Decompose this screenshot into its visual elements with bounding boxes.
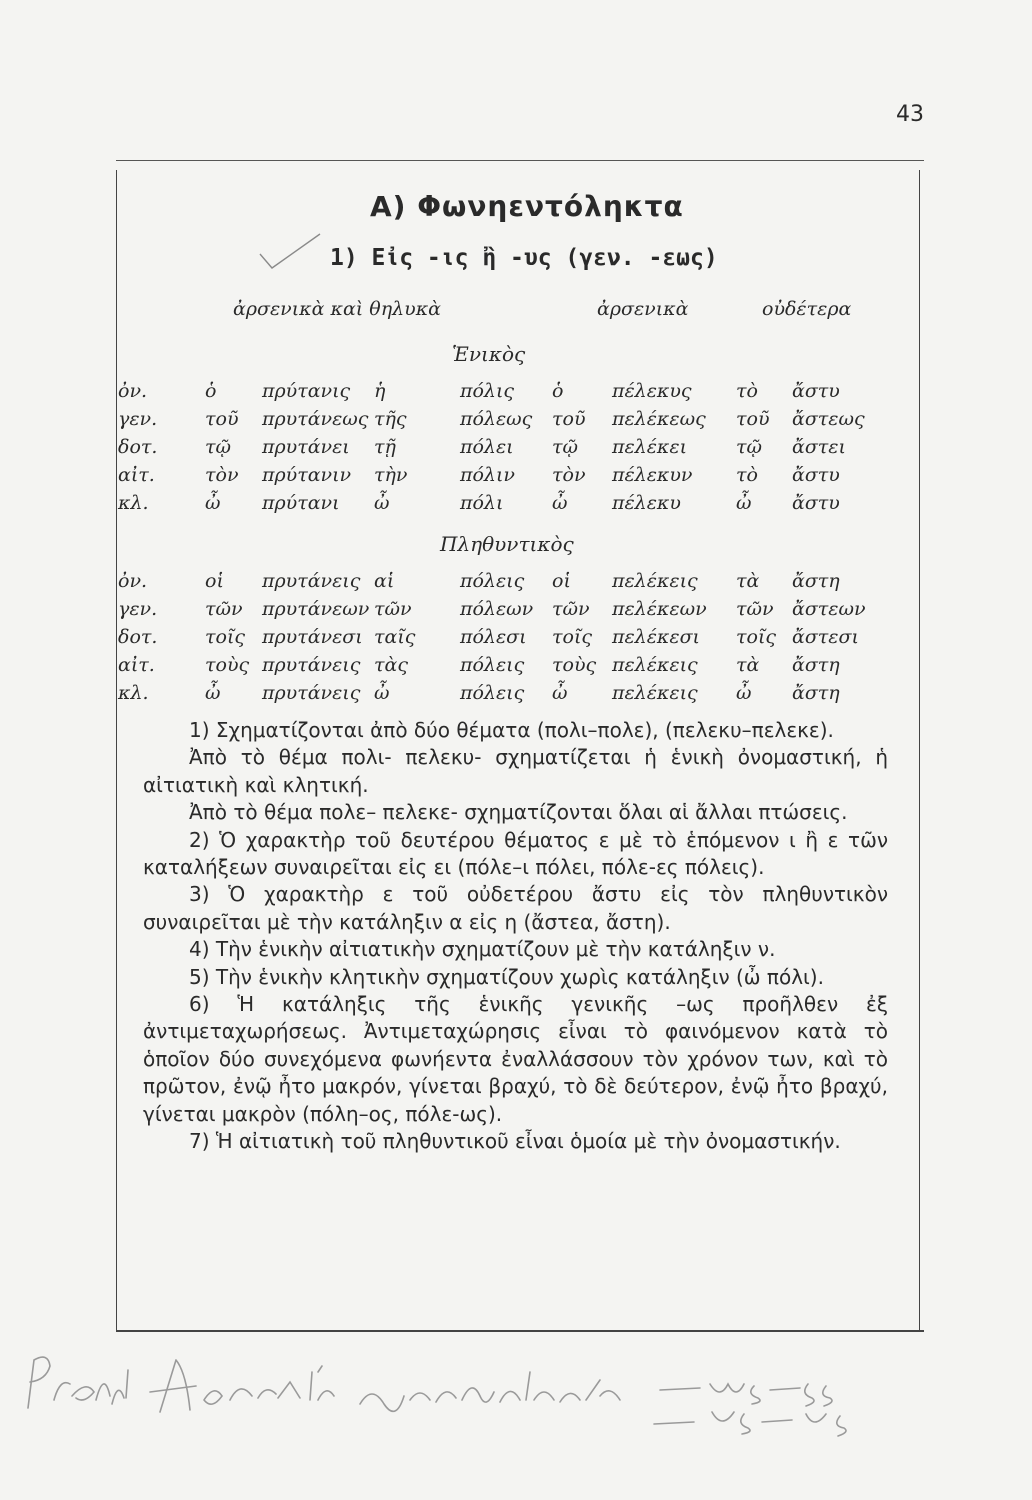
singular-article-masc: τὸν [552, 464, 586, 486]
plural-article-masc: τῶν [552, 598, 590, 620]
plural-case-label: κλ. [118, 682, 149, 704]
note-1-continued: Ἀπὸ τὸ θέμα πολι- πελεκυ- σχηματίζεται ἡ ἑνικὴ ὀνομαστική, ἡ αἰτιατικὴ καὶ κλητική. [143, 745, 888, 797]
plural-noun-asty: ἄστη [792, 570, 840, 592]
plural-noun-prytanis: πρυτάνεις [262, 682, 361, 704]
note-4: 4) Τὴν ἑνικὴν αἰτιατικὴν σχηματίζουν μὲ τὴν κατάληξιν ν. [189, 937, 776, 962]
singular-label: Ἑνικὸς [452, 342, 526, 366]
plural-article-masc: ὦ [552, 682, 568, 704]
plural-noun-asty: ἄστεσι [792, 626, 859, 648]
singular-noun-pelekys: πέλεκυς [612, 380, 692, 402]
singular-noun-polis: πόλι [460, 492, 504, 514]
singular-article-masc: τῷ [552, 436, 579, 458]
plural-noun-polis: πόλεσι [460, 626, 527, 648]
plural-noun-asty: ἄστεων [792, 598, 866, 620]
plural-article-neuter: τὰ [736, 570, 760, 592]
note-1-continued: Ἀπὸ τὸ θέμα πολε– πελεκε- σχηματίζονται ὅλαι αἱ ἄλλαι πτώσεις. [189, 800, 848, 825]
gender-header-masc-fem: ἀρσενικὰ καὶ θηλυκὰ [233, 298, 441, 320]
singular-article-neuter: τὸ [736, 464, 758, 486]
singular-noun-pelekys: πελέκει [612, 436, 688, 458]
gender-header-neuter: οὐδέτερα [762, 298, 852, 320]
plural-article-fem: αἱ [374, 570, 395, 592]
plural-noun-prytanis: πρυτάνεσι [262, 626, 363, 648]
plural-noun-pelekys: πελέκεσι [612, 626, 700, 648]
plural-noun-prytanis: πρυτάνεων [262, 598, 370, 620]
plural-article-neuter: τοῖς [736, 626, 777, 648]
section-title: A) Φωνηεντόληκτα [370, 190, 684, 223]
singular-article-masc: ὦ [552, 492, 568, 514]
plural-article-masc-fem: τοὺς [205, 654, 250, 676]
singular-noun-prytanis: πρύτανιν [262, 464, 352, 486]
plural-noun-polis: πόλεις [460, 570, 525, 592]
plural-noun-asty: ἄστη [792, 682, 840, 704]
singular-noun-asty: ἄστυ [792, 492, 840, 514]
note-2: 2) Ὁ χαρακτὴρ τοῦ δευτέρου θέματος ε μὲ τὸ ἑπόμενον ι ἢ ε τῶν καταλήξεων συναιρεῖται εἰς ει (πόλε–ι πόλει, πόλε-ες πόλεις). [143, 827, 888, 880]
singular-article-neuter: τοῦ [736, 408, 770, 430]
singular-noun-prytanis: πρυτάνεως [262, 408, 369, 430]
singular-noun-prytanis: πρυτάνει [262, 436, 350, 458]
singular-article-masc-fem: τῷ [205, 436, 232, 458]
singular-article-fem: ἡ [374, 380, 386, 402]
note-6: 6) Ἡ κατάληξις τῆς ἑνικῆς γενικῆς –ως προῆλθεν ἐξ ἀντιμεταχωρήσεως. Ἀντιμεταχώρησις εἶναι τὸ φαινόμενον κατὰ τὸ ὁποῖον δύο συνεχόμενα φωνήεντα ἐναλλάσσουν τὸν χρόνον των, καὶ τὸ πρῶτον, ἐνῷ ἦτο μακρόν, γίνεται βραχύ, τὸ δὲ δεύτερον, ἐνῷ ἦτο βραχύ, γίνεται μακρὸν (πόλη–ος, πόλε-ως). [143, 992, 888, 1126]
plural-case-label: γεν. [118, 598, 158, 620]
singular-noun-polis: πόλεως [460, 408, 533, 430]
singular-article-masc-fem: τοῦ [205, 408, 239, 430]
singular-noun-prytanis: πρύτανις [262, 380, 351, 402]
singular-noun-polis: πόλει [460, 436, 514, 458]
note-1: 1) Σχηματίζονται ἀπὸ δύο θέματα (πολι–πολε), (πελεκυ–πελεκε). [189, 718, 834, 742]
plural-noun-polis: πόλεις [460, 682, 525, 704]
plural-case-label: ὀν. [118, 570, 148, 592]
plural-article-fem: ταῖς [374, 626, 416, 648]
plural-case-label: αἰτ. [118, 654, 155, 676]
plural-noun-prytanis: πρυτάνεις [262, 570, 361, 592]
singular-article-neuter: τῷ [736, 436, 763, 458]
singular-noun-asty: ἄστει [792, 436, 846, 458]
singular-noun-asty: ἄστυ [792, 380, 840, 402]
note-3: 3) Ὁ χαρακτὴρ ε τοῦ οὐδετέρου ἄστυ εἰς τὸν πληθυντικὸν συναιρεῖται μὲ τὴν κατάληξιν α εἰς η (ἄστεα, ἄστη). [143, 882, 888, 934]
singular-noun-polis: πόλιν [460, 464, 515, 486]
singular-noun-pelekys: πέλεκυν [612, 464, 693, 486]
plural-noun-asty: ἄστη [792, 654, 840, 676]
plural-article-masc-fem: οἱ [205, 570, 224, 592]
page-number: 43 [896, 102, 924, 127]
singular-article-neuter: ὦ [736, 492, 752, 514]
singular-noun-asty: ἄστεως [792, 408, 865, 430]
singular-article-fem: τῆς [374, 408, 407, 430]
plural-case-label: δοτ. [118, 626, 158, 648]
subsection-title: 1) Εἰς -ις ἢ -υς (γεν. -εως) [330, 245, 718, 271]
singular-noun-asty: ἄστυ [792, 464, 840, 486]
note-5: 5) Τὴν ἑνικὴν κλητικὴν σχηματίζουν χωρὶς κατάληξιν (ὦ πόλι). [189, 964, 824, 989]
singular-noun-pelekys: πέλεκυ [612, 492, 681, 514]
singular-case-label: ὀν. [118, 380, 148, 402]
singular-article-masc: τοῦ [552, 408, 586, 430]
plural-article-masc-fem: τοῖς [205, 626, 246, 648]
singular-case-label: κλ. [118, 492, 149, 514]
singular-article-masc-fem: ὁ [205, 380, 217, 402]
singular-case-label: αἰτ. [118, 464, 155, 486]
plural-article-fem: ὦ [374, 682, 390, 704]
plural-article-neuter: ὦ [736, 682, 752, 704]
plural-article-masc: τοὺς [552, 654, 597, 676]
plural-article-neuter: τὰ [736, 654, 760, 676]
note-7: 7) Ἡ αἰτιατικὴ τοῦ πληθυντικοῦ εἶναι ὁμοία μὲ τὴν ὀνομαστικήν. [189, 1129, 841, 1154]
singular-case-label: δοτ. [118, 436, 158, 458]
singular-article-fem: ὦ [374, 492, 390, 514]
plural-article-masc-fem: τῶν [205, 598, 243, 620]
singular-article-neuter: τὸ [736, 380, 758, 402]
singular-article-masc: ὁ [552, 380, 564, 402]
gender-header-masc: ἀρσενικὰ [597, 298, 689, 320]
singular-noun-pelekys: πελέκεως [612, 408, 706, 430]
plural-article-masc: τοῖς [552, 626, 593, 648]
plural-noun-pelekys: πελέκεις [612, 682, 698, 704]
singular-article-fem: τὴν [374, 464, 408, 486]
plural-noun-pelekys: πελέκεις [612, 570, 698, 592]
plural-label: Πληθυντικὸς [440, 532, 574, 556]
plural-noun-polis: πόλεων [460, 598, 534, 620]
singular-noun-polis: πόλις [460, 380, 515, 402]
plural-noun-polis: πόλεις [460, 654, 525, 676]
plural-article-masc: οἱ [552, 570, 571, 592]
plural-article-neuter: τῶν [736, 598, 774, 620]
plural-noun-pelekys: πελέκεων [612, 598, 707, 620]
plural-article-fem: τὰς [374, 654, 408, 676]
plural-noun-pelekys: πελέκεις [612, 654, 698, 676]
plural-noun-prytanis: πρυτάνεις [262, 654, 361, 676]
plural-article-fem: τῶν [374, 598, 412, 620]
singular-article-fem: τῇ [374, 436, 396, 458]
singular-noun-prytanis: πρύτανι [262, 492, 340, 514]
plural-article-masc-fem: ὦ [205, 682, 221, 704]
singular-article-masc-fem: τὸν [205, 464, 239, 486]
singular-case-label: γεν. [118, 408, 158, 430]
singular-article-masc-fem: ὦ [205, 492, 221, 514]
